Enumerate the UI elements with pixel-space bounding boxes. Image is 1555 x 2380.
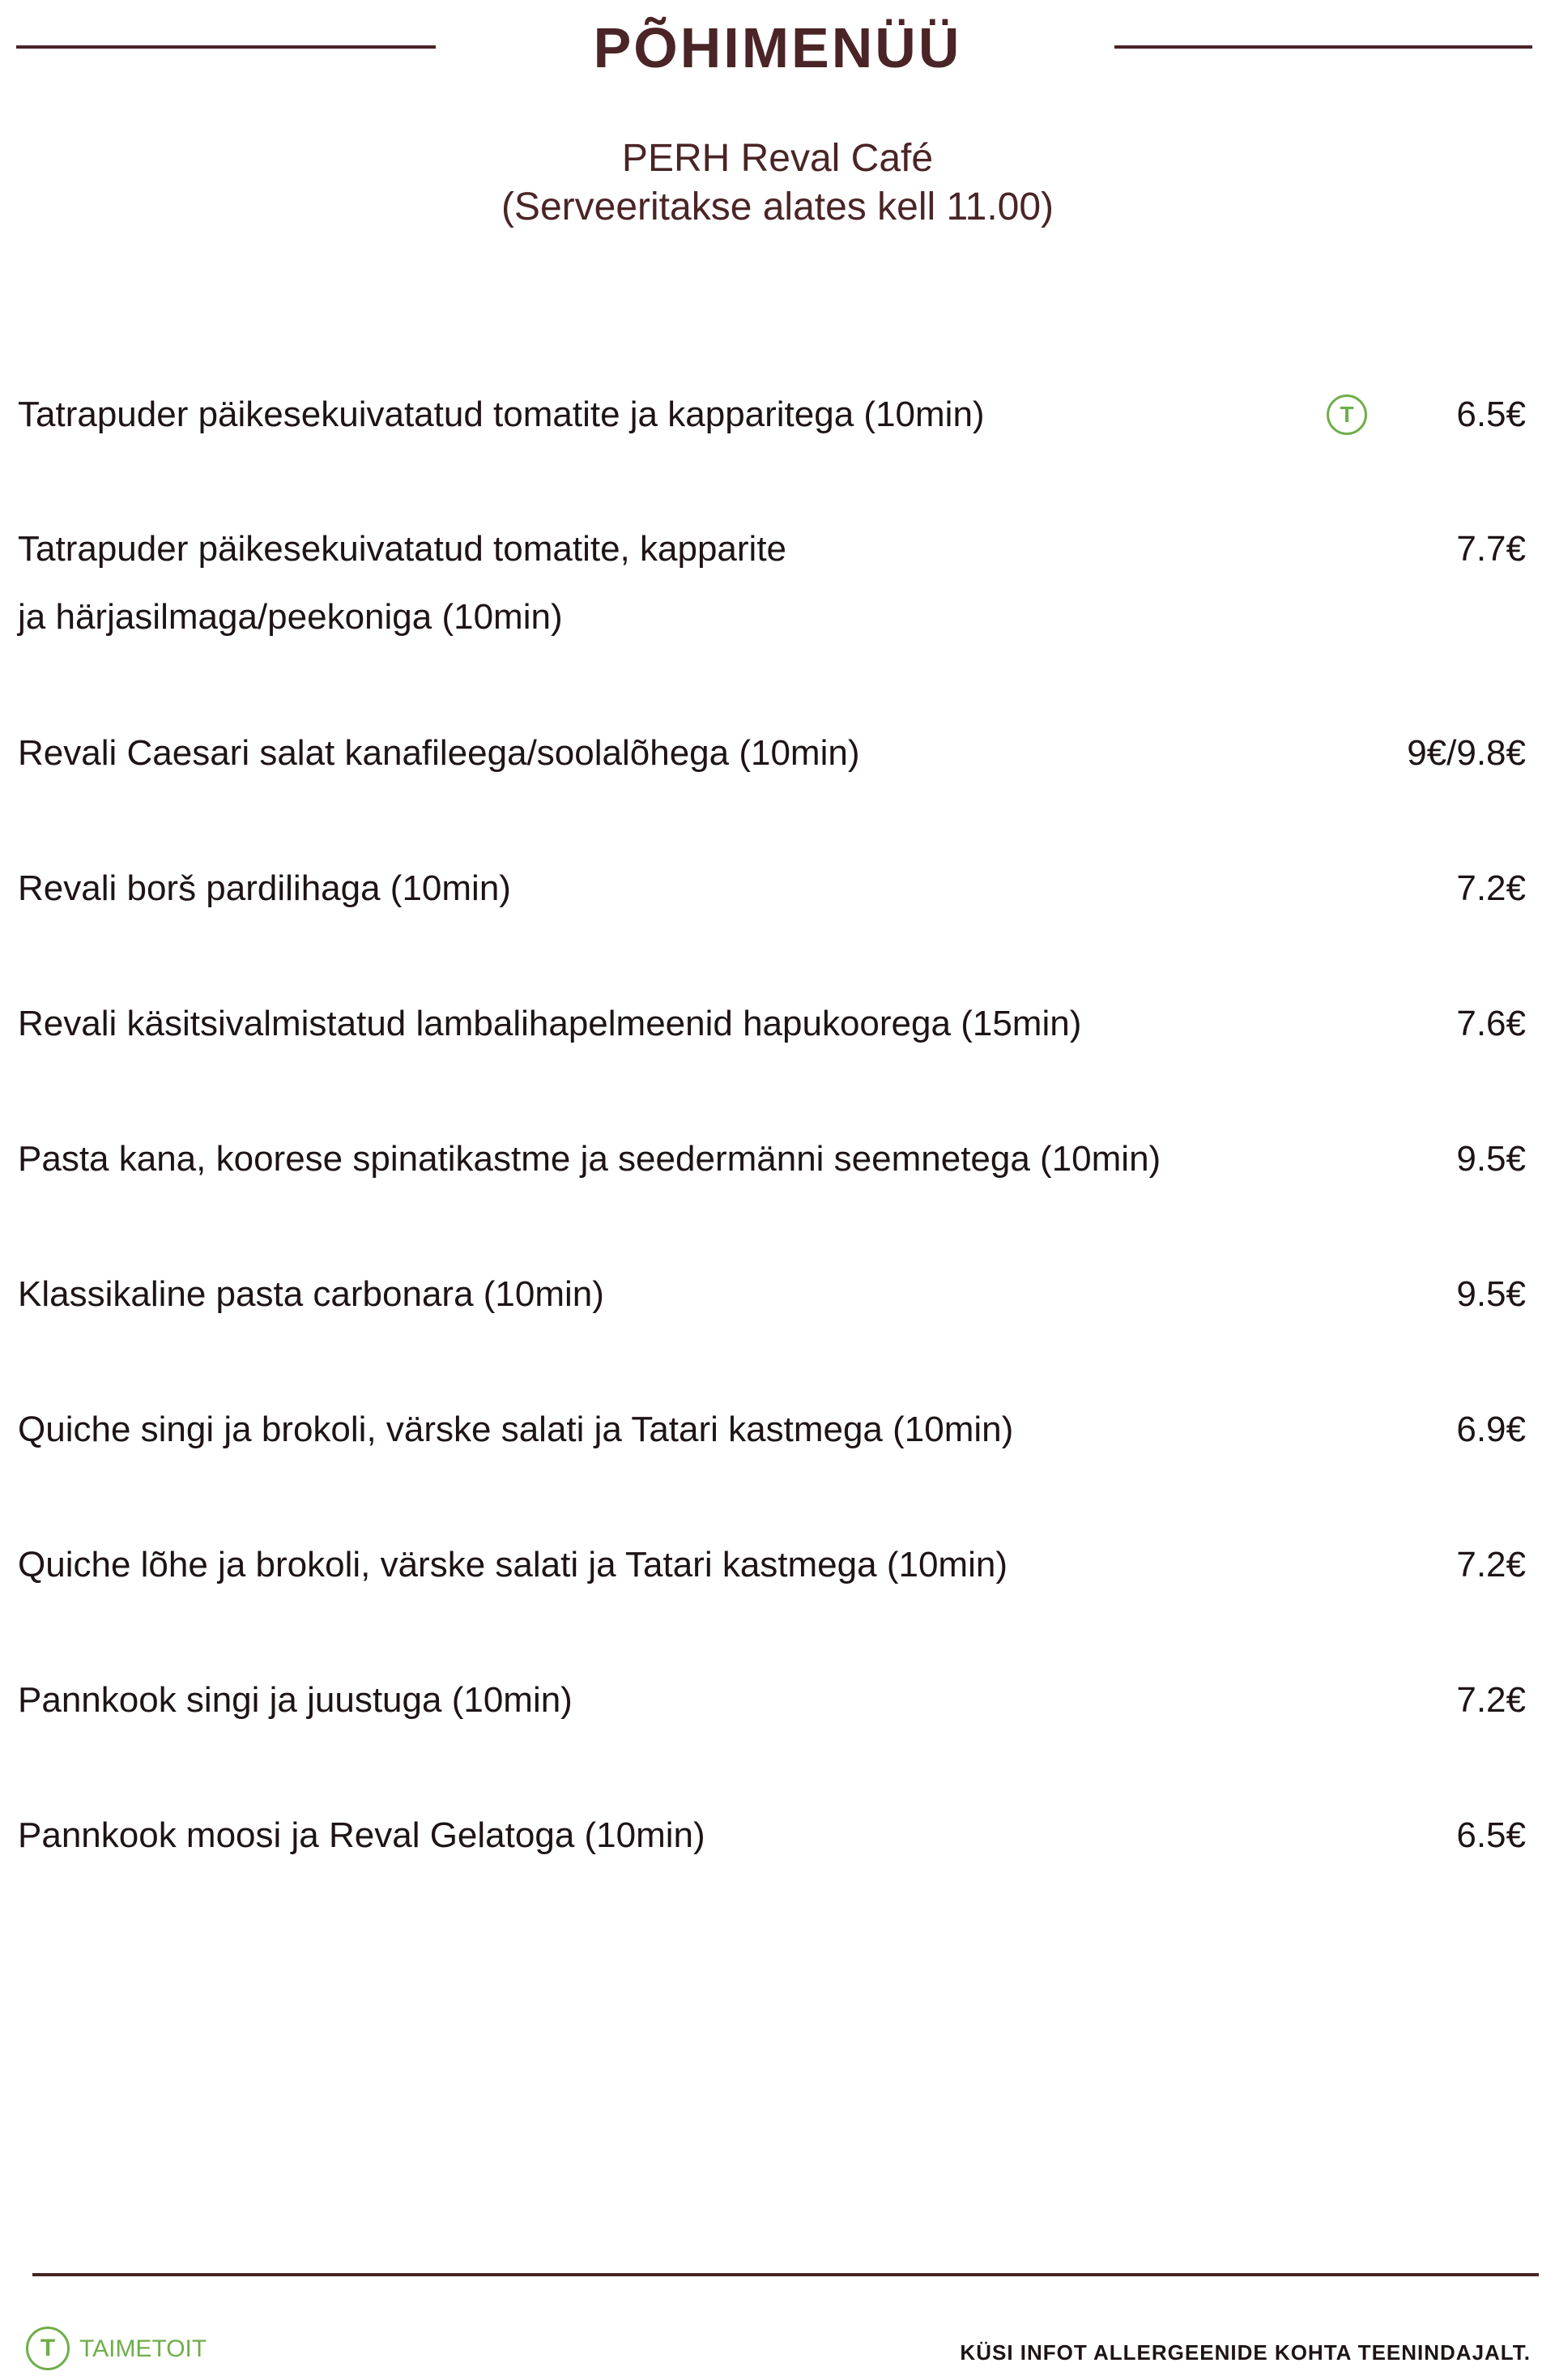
allergen-note: KÜSI INFOT ALLERGEENIDE KOHTA TEENINDAJALT. [960, 2340, 1531, 2365]
menu-item-name: Revali käsitsivalmistatud lambalihapelmeenid hapukoorega (15min) [18, 1004, 1082, 1043]
menu-item-price: 9.5€ [1456, 1139, 1526, 1179]
menu-item-price: 7.2€ [1456, 1545, 1526, 1585]
menu-item [18, 381, 1526, 449]
menu-item-price: 7.2€ [1456, 1680, 1526, 1720]
menu-item [18, 1260, 1526, 1329]
vegetarian-badge-icon: T [26, 2327, 70, 2370]
menu-item-name: Revali borš pardilihaga (10min) [18, 868, 511, 908]
menu-item-name: Quiche lõhe ja brokoli, värske salati ja Tatari kastmega (10min) [18, 1545, 1008, 1585]
menu-item-name: Pannkook moosi ja Reval Gelatoga (10min) [18, 1815, 705, 1855]
menu-item-name: Quiche singi ja brokoli, värske salati ja Tatari kastmega (10min) [18, 1410, 1014, 1449]
menu-item-price: 6.9€ [1456, 1410, 1526, 1449]
menu-item [18, 855, 1526, 923]
page-title: PÕHIMENÜÜ [593, 16, 962, 79]
footer-divider [32, 2273, 1539, 2276]
menu-item-name: Pasta kana, koorese spinatikastme ja seedermänni seemnetega (10min) [18, 1139, 1161, 1179]
restaurant-name: PERH Reval Café [621, 137, 934, 180]
serving-time-note: (Serveeritakse alates kell 11.00) [501, 186, 1054, 228]
menu-item-price: 9€/9.8€ [1407, 733, 1526, 773]
vegetarian-legend-label: TAIMETOIT [79, 2335, 207, 2362]
menu-item-price: 7.7€ [1456, 529, 1526, 569]
menu-item [18, 1396, 1526, 1464]
menu-item-name: Revali Caesari salat kanafileega/soolalõhega (10min) [18, 733, 860, 773]
menu-item [18, 990, 1526, 1058]
vegetarian-badge-icon: T [1327, 395, 1367, 435]
menu-item-price: 7.2€ [1456, 868, 1526, 908]
menu-item-name-continued: ja härjasilmaga/peekoniga (10min) [18, 597, 563, 637]
menu-item-name: Tatrapuder päikesekuivatatud tomatite, kapparite [18, 529, 787, 569]
menu-item [18, 1666, 1526, 1734]
header-divider-right [1114, 45, 1532, 49]
menu-item-price: 7.6€ [1456, 1004, 1526, 1043]
menu-item [18, 1531, 1526, 1599]
menu-item-price: 6.5€ [1456, 395, 1526, 434]
menu-item [18, 719, 1526, 787]
menu-item-name: Pannkook singi ja juustuga (10min) [18, 1680, 573, 1720]
menu-item [18, 1125, 1526, 1193]
menu-item-name: Klassikaline pasta carbonara (10min) [18, 1274, 604, 1314]
menu-item-price: 9.5€ [1456, 1274, 1526, 1314]
menu-item-price: 6.5€ [1456, 1815, 1526, 1855]
menu-item [18, 515, 1526, 651]
menu-item [18, 1802, 1526, 1870]
menu-item-name: Tatrapuder päikesekuivatatud tomatite ja kapparitega (10min) [18, 395, 985, 434]
